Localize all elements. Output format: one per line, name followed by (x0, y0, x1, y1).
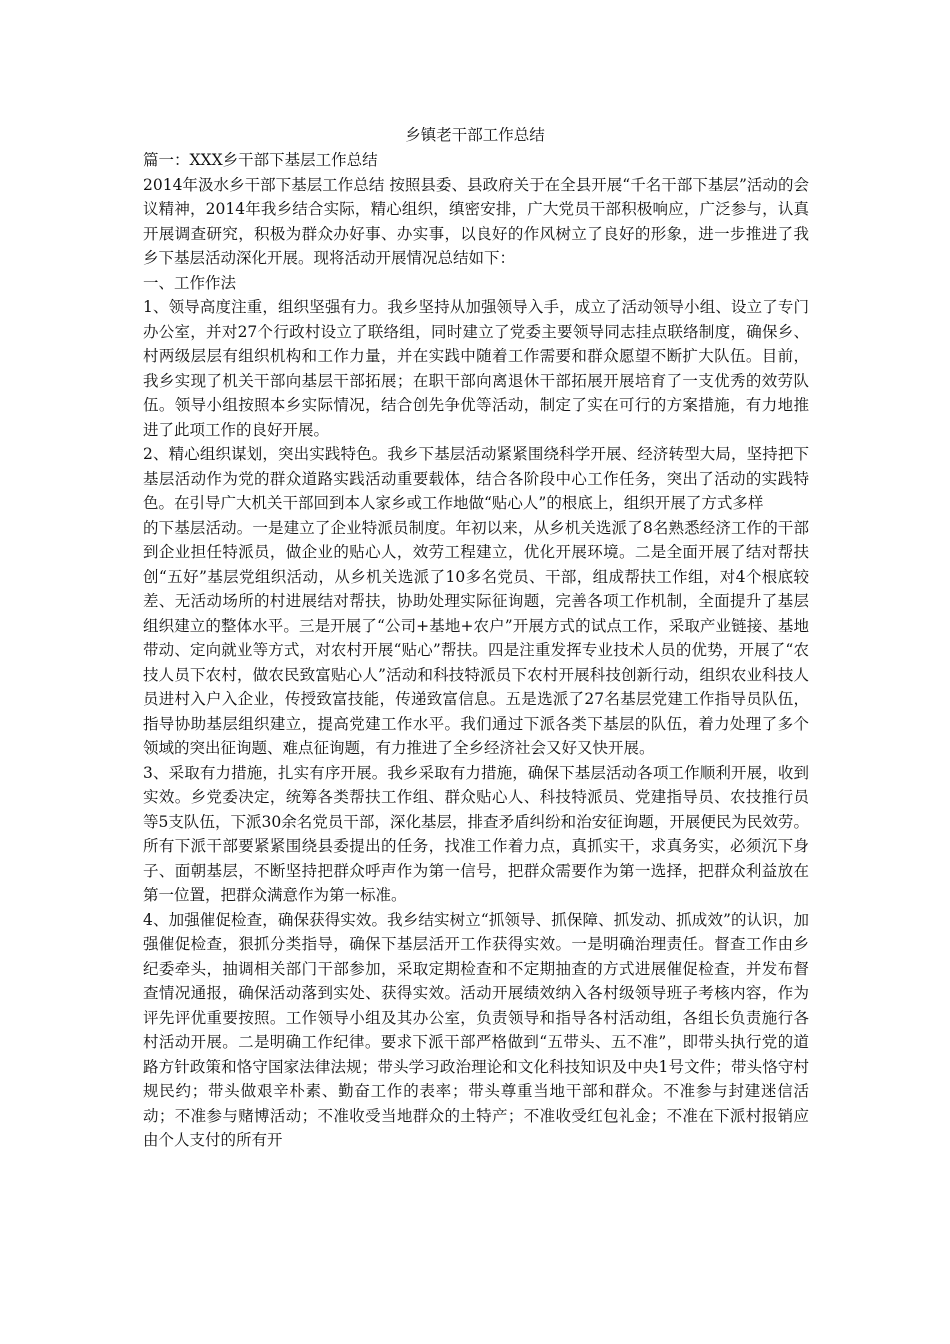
subsection-heading: 一、工作作法 (143, 273, 237, 292)
paragraph-item-3: 3、采取有力措施，扎实有序开展。我乡采取有力措施，确保下基层活动各项工作顺利开展，收到实效。乡党委决定，统筹各类帮扶工作组、群众贴心人、科技特派员、党建指导员、农技推行员等5支队伍，下派30余名党员干部，深化基层，排查矛盾纠纷和治安征询题，开展便民为民效劳。所有下派干部要紧紧围绕县委提出的任务，找准工作着力点，真抓实干，求真务实，必须沉下身子、面朝基层，不断坚持把群众呼声作为第一信号，把群众需要作为第一选择，把群众利益放在第一位置，把群众满意作为第一标准。 (143, 763, 809, 904)
section-heading: 篇一：XXX乡干部下基层工作总结 (143, 151, 378, 169)
paragraph-item-4: 4、加强催促检查，确保获得实效。我乡结实树立“抓领导、抓保障、抓发动、抓成效”的认识，加强催促检查，狠抓分类指导，确保下基层活开工作获得实效。一是明确治理责任。督查工作由乡纪委牵头，抽调相关部门干部参加，采取定期检查和不定期抽查的方式进展催促检查，并发布督查情况通报，确保活动落到实处、获得实效。活动开展绩效纳入各村级领导班子考核内容，作为评先评优重要按照。工作领导小组及其办公室，负责领导和指导各村活动组，各组长负责施行各村活动开展。二是明确工作纪律。要求下派干部严格做到“五带头、五不准”，即带头执行党的道路方针政策和恪守国家法律法规；带头学习政治理论和文化科技知识及中央1号文件；带头恪守村规民约；带头做艰辛朴素、勤奋工作的表率；带头尊重当地干部和群众。不准参与封建迷信活动；不准参与赌博活动；不准收受当地群众的土特产；不准收受红包礼金；不准在下派村报销应由个人支付的所有开 (143, 910, 809, 1149)
paragraph-item-2-continued: 的下基层活动。一是建立了企业特派员制度。年初以来，从乡机关选派了8名熟悉经济工作的干部到企业担任特派员，做企业的贴心人，效劳工程建立，优化开展环境。二是全面开展了结对帮扶创“五好”基层党组织活动，从乡机关选派了10多名党员、干部，组成帮扶工作组，对4个根底较差、无活动场所的村进展结对帮扶，协助处理实际征询题，完善各项工作机制，全面提升了基层组织建立的整体水平。三是开展了“公司+基地+农户”开展方式的试点工作，采取产业链接、基地带动、定向就业等方式，对农村开展“贴心”帮扶。四是注重发挥专业技术人员的优势，开展了“农技人员下农村，做农民致富贴心人”活动和科技特派员下农村开展科技创新行动，组织农业科技人员进村入户入企业，传授致富技能，传递致富信息。五是选派了27名基层党建工作指导员队伍，指导协助基层组织建立，提高党建工作水平。我们通过下派各类下基层的队伍，着力处理了多个领域的突出征询题、难点征询题，有力推进了全乡经济社会又好又快开展。 (143, 518, 809, 757)
paragraph-item-2: 2、精心组织谋划，突出实践特色。我乡下基层活动紧紧围绕科学开展、经济转型大局，坚持把下基层活动作为党的群众道路实践活动重要载体，结合各阶段中心工作任务，突出了活动的实践特色。在引导广大机关干部回到本人家乡或工作地做“贴心人”的根底上，组织开展了方式多样 (143, 445, 809, 512)
intro-paragraph: 2014年汲水乡干部下基层工作总结 按照县委、县政府关于在全县开展“千名干部下基层”活动的会议精神，2014年我乡结合实际，精心组织，缜密安排，广大党员干部积极响应，广泛参与，认真开展调查研究，积极为群众办好事、办实事，以良好的作风树立了良好的形象，进一步推进了我乡下基层活动深化开展。现将活动开展情况总结如下： (143, 175, 809, 267)
document-body (143, 148, 809, 1153)
document-title: 乡镇老干部工作总结 (405, 126, 545, 144)
paragraph-item-1: 1、领导高度注重，组织坚强有力。我乡坚持从加强领导入手，成立了活动领导小组、设立了专门办公室，并对27个行政村设立了联络组，同时建立了党委主要领导同志挂点联络制度，确保乡、村两级层层有组织机构和工作力量，并在实践中随着工作需要和群众愿望不断扩大队伍。目前，我乡实现了机关干部向基层干部拓展；在职干部向离退休干部拓展开展培育了一支优秀的效劳队伍。领导小组按照本乡实际情况，结合创先争优等活动，制定了实在可行的方案措施，有力地推进了此项工作的良好开展。 (143, 298, 809, 439)
